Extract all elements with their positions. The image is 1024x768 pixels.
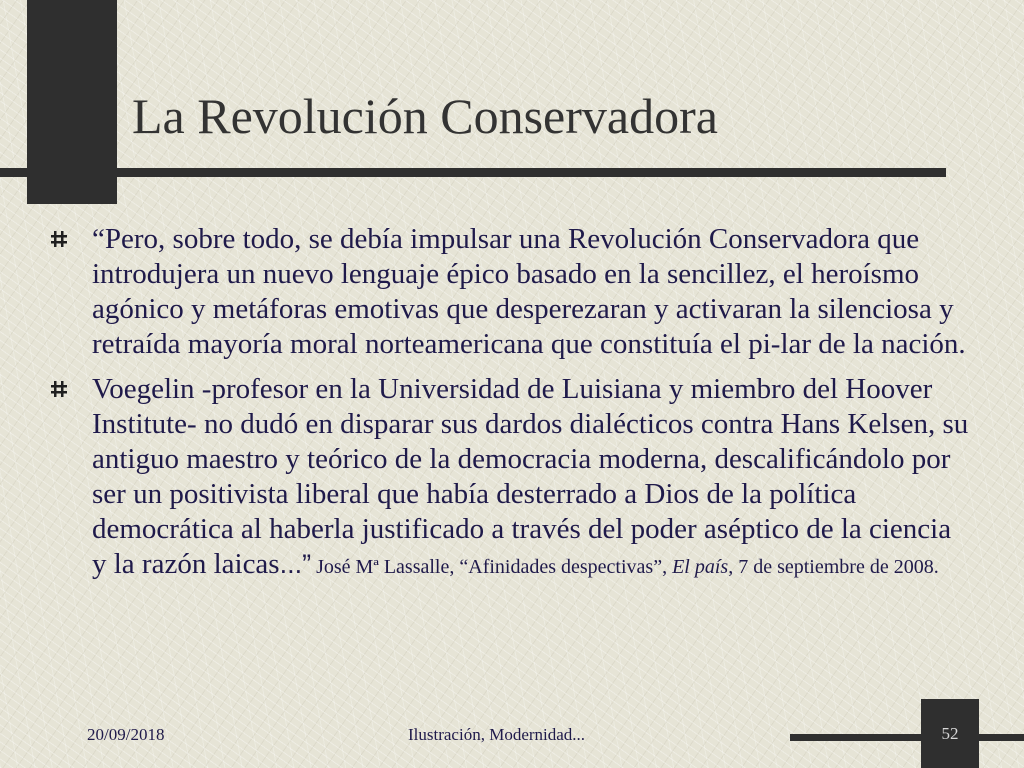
slide-title: La Revolución Conservadora bbox=[132, 88, 718, 144]
title-underline-rule bbox=[0, 168, 946, 177]
footer-date: 20/09/2018 bbox=[87, 725, 165, 744]
bullet-item-quote bbox=[92, 222, 972, 362]
citation-date: , 7 de septiembre de 2008. bbox=[728, 556, 939, 578]
citation-article: “Afinidades despectivas”, bbox=[459, 556, 673, 578]
page-number: 52 bbox=[941, 723, 959, 743]
bullet-text: “Pero, sobre todo, se debía impulsar una Revolución Conservadora que introdujera un nuevo lenguaje épico basado en la sencillez, el heroísmo agónico y metáforas emotivas que desperezaran y activaran la silenciosa y retraída mayoría moral norteamericana que constituía el pi-lar de la nación. bbox=[92, 223, 966, 360]
citation-author: José Mª Lassalle, bbox=[311, 556, 460, 578]
footer-rule bbox=[790, 734, 1024, 741]
citation-source: El país bbox=[672, 556, 729, 578]
footer-title: Ilustración, Modernidad... bbox=[408, 725, 586, 744]
hash-bullet-icon bbox=[50, 380, 68, 398]
hash-bullet-icon bbox=[50, 230, 68, 248]
ellipsis-quote: ...” bbox=[279, 549, 312, 579]
bullet-item-voegelin bbox=[92, 372, 972, 582]
bullet-text: Voegelin -profesor en la Universidad de Luisiana y miembro del Hoover Institute- no dudó en disparar sus dardos dialécticos contra Hans Kelsen, su antiguo maestro y teórico de la democracia moderna, descalificándolo por ser un positivista liberal que había desterrado a Dios de la política democrática al haberla justificado a través del poder aséptico de la ciencia y la razón laicas bbox=[92, 373, 969, 580]
bullet-list bbox=[92, 222, 972, 592]
